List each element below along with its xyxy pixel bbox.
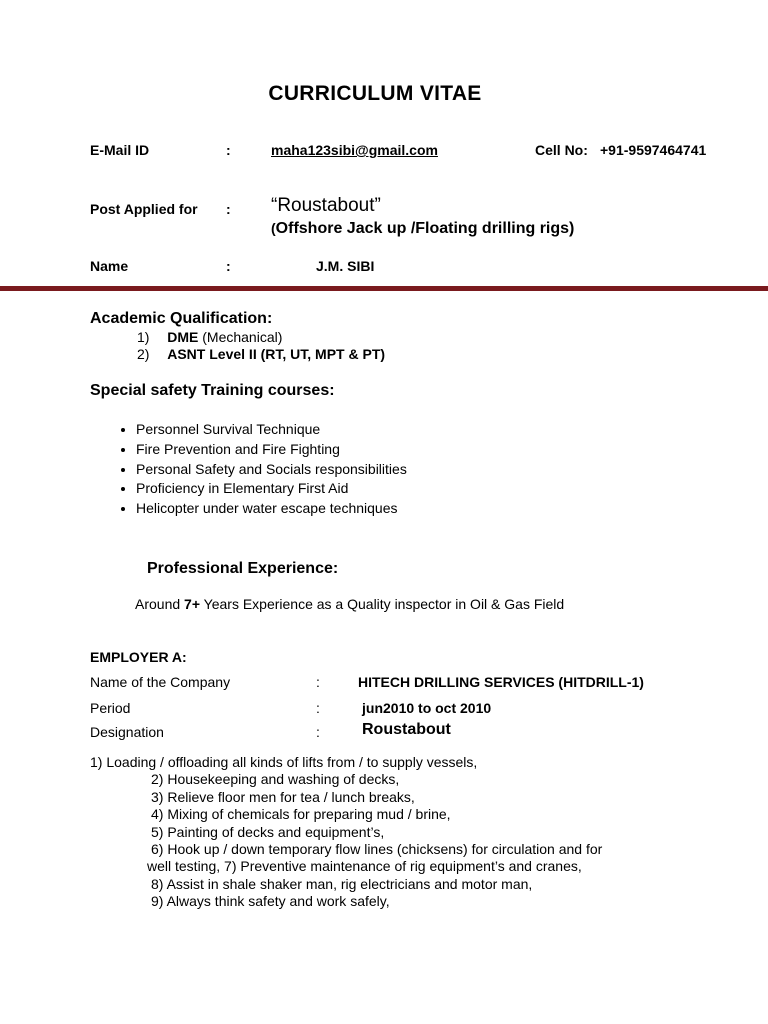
list-item: • Personal Safety and Socials responsibilities (136, 460, 407, 480)
experience-pre: Around (135, 596, 185, 612)
post-label: Post Applied for (90, 201, 198, 217)
name-label: Name (90, 258, 129, 274)
post-subtitle (271, 220, 574, 238)
cell-value: +91-9597464741 (600, 142, 707, 158)
company-label: Name of the Company (90, 674, 231, 690)
safety-list (116, 420, 407, 519)
list-item: • Proficiency in Elementary First Aid (136, 479, 407, 499)
duty-line: 9) Always think safety and work safely, (151, 893, 390, 909)
list-item: • Helicopter under water escape techniques (136, 499, 407, 519)
duty-line: well testing, 7) Preventive maintenance of rig equipment’s and cranes, (147, 858, 582, 874)
academic-heading: Academic Qualification: (90, 310, 273, 327)
name-value: J.M. SIBI (316, 258, 375, 274)
designation-label: Designation (90, 724, 164, 740)
experience-heading: Professional Experience: (147, 560, 339, 577)
section-divider (0, 286, 768, 291)
duty-line: 8) Assist in shale shaker man, rig electricians and motor man, (151, 876, 533, 892)
safety-heading: Special safety Training courses: (90, 382, 335, 399)
period-value: jun2010 to oct 2010 (362, 700, 492, 716)
academic-item-1-rest: (Mechanical) (198, 329, 283, 345)
academic-item-1-bold: DME (167, 329, 199, 345)
page-title: CURRICULUM VITAE (268, 82, 482, 105)
post-subtitle-paren: ( (271, 220, 276, 236)
duty-line: 3) Relieve floor men for tea / lunch breaks, (151, 789, 415, 805)
cell-label: Cell No: (535, 142, 588, 158)
company-value: HITECH DRILLING SERVICES (HITDRILL-1) (358, 674, 644, 690)
duty-line: 6) Hook up / down temporary flow lines (chicksens) for circulation and for (151, 841, 603, 857)
academic-item-1 (137, 329, 282, 345)
period-label: Period (90, 700, 131, 716)
academic-item-1-num: 1) (137, 329, 150, 345)
duty-line: 4) Mixing of chemicals for preparing mud / brine, (151, 806, 451, 822)
post-colon: : (226, 201, 231, 217)
post-value: “Roustabout” (271, 195, 381, 216)
employer-heading: EMPLOYER A: (90, 649, 187, 665)
experience-years: 7+ (184, 596, 201, 612)
list-item: • Fire Prevention and Fire Fighting (136, 440, 407, 460)
designation-value: Roustabout (362, 721, 451, 738)
duty-line: 1) Loading / offloading all kinds of lifts from / to supply vessels, (90, 754, 478, 770)
duty-line: 5) Painting of decks and equipment’s, (151, 824, 385, 840)
experience-post: Years Experience as a Quality inspector in Oil & Gas Field (200, 596, 565, 612)
email-colon: : (226, 142, 231, 158)
academic-item-2-bold: ASNT Level II (RT, UT, MPT & PT) (167, 346, 386, 362)
email-link[interactable]: maha123sibi@gmail.com (271, 142, 438, 158)
list-item: • Personnel Survival Technique (136, 420, 407, 440)
academic-item-2-num: 2) (137, 346, 150, 362)
email-label: E-Mail ID (90, 142, 150, 158)
experience-summary (135, 596, 564, 612)
company-colon: : (316, 674, 320, 690)
post-subtitle-text: Offshore Jack up /Floating drilling rigs) (275, 220, 575, 237)
duty-line: 2) Housekeeping and washing of decks, (151, 771, 400, 787)
designation-colon: : (316, 724, 320, 740)
period-colon: : (316, 700, 320, 716)
academic-item-2 (137, 346, 385, 362)
name-colon: : (226, 258, 231, 274)
